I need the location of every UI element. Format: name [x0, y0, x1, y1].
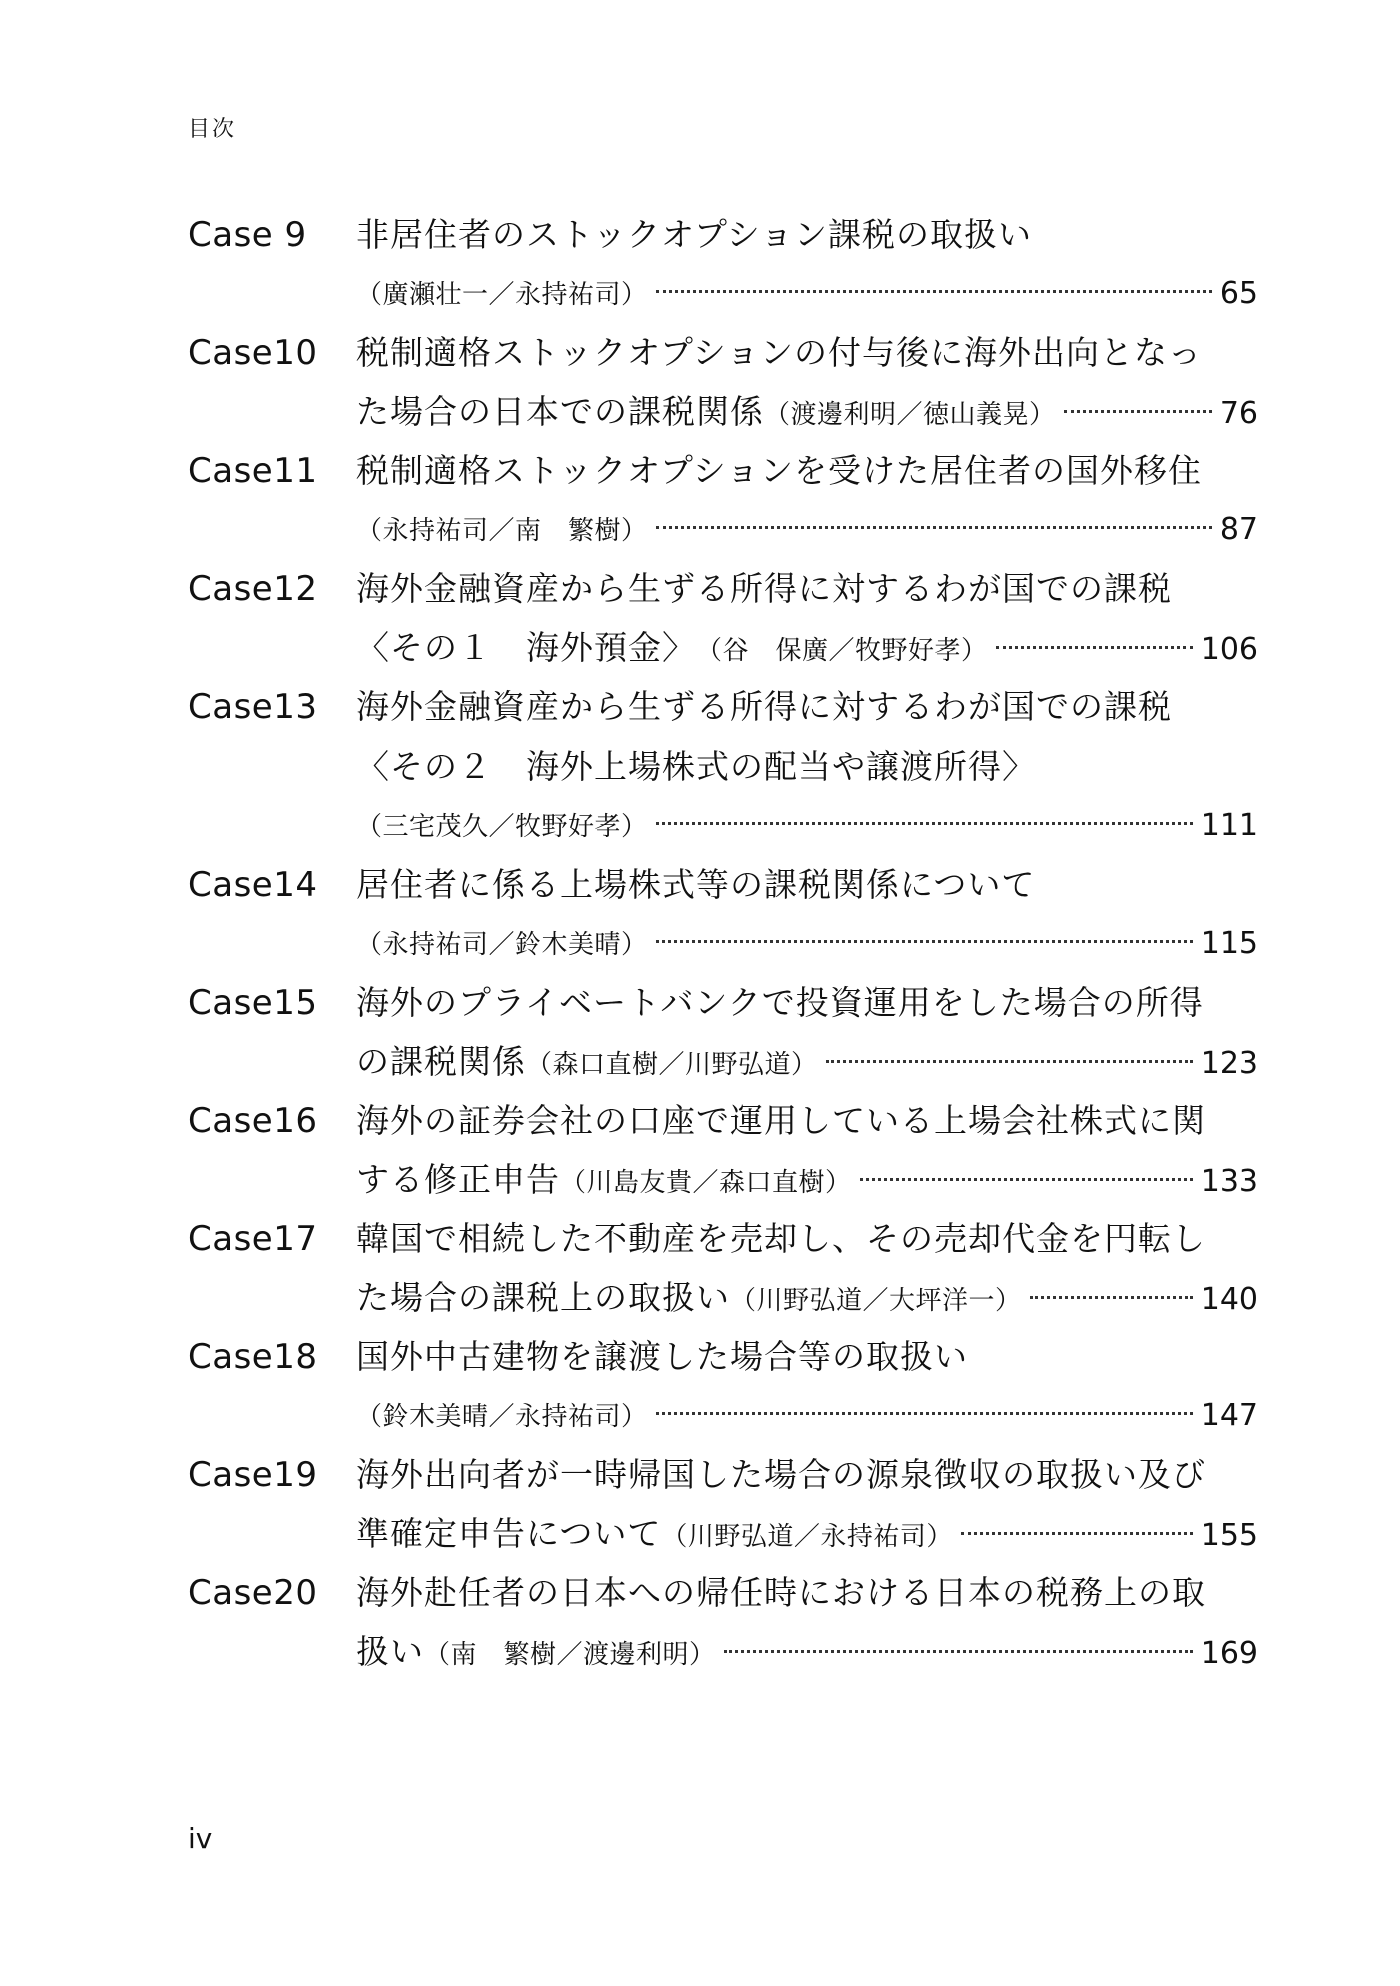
- entry-body: [356, 1209, 1258, 1327]
- case-number: Case12: [188, 569, 318, 609]
- dot-leader: [961, 1532, 1193, 1535]
- page-number: 147: [1200, 1398, 1258, 1433]
- entry-author-line: [356, 265, 1258, 323]
- entry-body: [356, 559, 1258, 677]
- dot-leader: [1030, 1296, 1193, 1299]
- toc-entry: [188, 677, 1258, 855]
- entry-authors: （川野弘道／永持祐司）: [661, 1522, 953, 1552]
- entry-author-line: [356, 1269, 1258, 1327]
- page-number: 106: [1200, 632, 1258, 667]
- page-number: 87: [1219, 512, 1258, 547]
- entry-title-continuation: 準確定申告について: [356, 1514, 662, 1553]
- entry-author-line: [356, 1151, 1258, 1209]
- table-of-contents: [188, 205, 1258, 1681]
- toc-entry: [188, 973, 1258, 1091]
- page-number: 169: [1200, 1636, 1258, 1671]
- entry-title-line: 海外出向者が一時帰国した場合の源泉徴収の取扱い及び: [356, 1455, 1206, 1494]
- toc-entry: [188, 855, 1258, 973]
- entry-body: [356, 441, 1258, 559]
- entry-body: [356, 855, 1258, 973]
- entry-title-continuation: た場合の課税上の取扱い: [356, 1278, 730, 1317]
- entry-authors: （谷 保廣／牧野好孝）: [696, 636, 988, 666]
- entry-authors: （川島友貴／森口直樹）: [560, 1168, 852, 1198]
- entry-author-line: [356, 797, 1258, 855]
- case-number: Case19: [188, 1455, 318, 1495]
- toc-entry: [188, 559, 1258, 677]
- entry-author-line: [356, 501, 1258, 559]
- entry-title-continuation: 扱い: [356, 1632, 424, 1671]
- entry-title-line: 税制適格ストックオプションの付与後に海外出向となっ: [356, 333, 1203, 372]
- entry-authors: （南 繁樹／渡邊利明）: [424, 1640, 716, 1670]
- page-number: 133: [1200, 1164, 1258, 1199]
- entry-authors: （渡邊利明／徳山義晃）: [764, 400, 1056, 430]
- case-number: Case20: [188, 1573, 318, 1613]
- toc-entry: [188, 1327, 1258, 1445]
- entry-title-line: 居住者に係る上場株式等の課税関係について: [356, 865, 1036, 904]
- entry-title-continuation: 〈その１ 海外預金〉: [356, 628, 696, 667]
- entry-body: [356, 323, 1258, 441]
- entry-author-line: [356, 1505, 1258, 1563]
- toc-entry: [188, 1445, 1258, 1563]
- page-number: 140: [1200, 1282, 1258, 1317]
- case-number: Case18: [188, 1337, 318, 1377]
- entry-title-line: 税制適格ストックオプションを受けた居住者の国外移住: [356, 451, 1203, 490]
- entry-author-line: [356, 1623, 1258, 1681]
- entry-title-line: 海外の証券会社の口座で運用している上場会社株式に関: [356, 1101, 1206, 1140]
- entry-title-line: 海外金融資産から生ずる所得に対するわが国での課税: [356, 569, 1172, 608]
- entry-authors: （鈴木美晴／永持祐司）: [356, 1402, 648, 1432]
- case-number: Case 9: [188, 215, 307, 255]
- toc-entry: [188, 1563, 1258, 1681]
- dot-leader: [860, 1178, 1193, 1181]
- dot-leader: [1064, 410, 1212, 413]
- page-number: 155: [1200, 1518, 1258, 1553]
- entry-title-continuation: する修正申告: [356, 1160, 560, 1199]
- entry-body: [356, 1563, 1258, 1681]
- page-number: 123: [1200, 1046, 1258, 1081]
- toc-entry: [188, 323, 1258, 441]
- dot-leader: [656, 1412, 1193, 1415]
- toc-entry: [188, 441, 1258, 559]
- case-number: Case15: [188, 983, 318, 1023]
- entry-authors: （森口直樹／川野弘道）: [526, 1050, 818, 1080]
- entry-title-line: 〈その２ 海外上場株式の配当や譲渡所得〉: [356, 747, 1036, 786]
- case-number: Case14: [188, 865, 318, 905]
- running-head: 目次: [188, 117, 237, 142]
- entry-title-line: 海外金融資産から生ずる所得に対するわが国での課税: [356, 687, 1172, 726]
- entry-author-line: [356, 1033, 1258, 1091]
- entry-title-line: 非居住者のストックオプション課税の取扱い: [356, 215, 1033, 254]
- entry-authors: （川野弘道／大坪洋一）: [730, 1286, 1022, 1316]
- entry-title-line: 海外のプライベートバンクで投資運用をした場合の所得: [356, 983, 1204, 1022]
- entry-title-continuation: の課税関係: [356, 1042, 526, 1081]
- case-number: Case10: [188, 333, 318, 373]
- case-number: Case11: [188, 451, 318, 491]
- entry-author-line: [356, 619, 1258, 677]
- entry-title-continuation: た場合の日本での課税関係: [356, 392, 764, 431]
- toc-entry: [188, 1091, 1258, 1209]
- entry-author-line: [356, 915, 1258, 973]
- page-folio: iv: [188, 1822, 213, 1855]
- entry-authors: （永持祐司／南 繁樹）: [356, 516, 648, 546]
- dot-leader: [656, 940, 1193, 943]
- entry-authors: （廣瀬壮一／永持祐司）: [356, 280, 648, 310]
- case-number: Case17: [188, 1219, 318, 1259]
- dot-leader: [724, 1650, 1193, 1653]
- toc-entry: [188, 205, 1258, 323]
- entry-body: [356, 1445, 1258, 1563]
- entry-body: [356, 1327, 1258, 1445]
- entry-title-line: 韓国で相続した不動産を売却し、その売却代金を円転し: [356, 1219, 1206, 1258]
- entry-title-line: 国外中古建物を譲渡した場合等の取扱い: [356, 1337, 968, 1376]
- entry-authors: （三宅茂久／牧野好孝）: [356, 812, 648, 842]
- entry-authors: （永持祐司／鈴木美晴）: [356, 930, 648, 960]
- entry-author-line: [356, 1387, 1258, 1445]
- dot-leader: [826, 1060, 1193, 1063]
- entry-body: [356, 677, 1258, 855]
- dot-leader: [656, 526, 1212, 529]
- dot-leader: [656, 290, 1212, 293]
- entry-body: [356, 1091, 1258, 1209]
- case-number: Case13: [188, 687, 318, 727]
- page-number: 65: [1219, 276, 1258, 311]
- page-number: 115: [1200, 926, 1258, 961]
- dot-leader: [656, 822, 1193, 825]
- entry-author-line: [356, 383, 1258, 441]
- entry-body: [356, 973, 1258, 1091]
- toc-entry: [188, 1209, 1258, 1327]
- entry-body: [356, 205, 1258, 323]
- page-number: 111: [1200, 808, 1258, 843]
- page-number: 76: [1219, 396, 1258, 431]
- dot-leader: [996, 646, 1193, 649]
- entry-title-line: 海外赴任者の日本への帰任時における日本の税務上の取: [356, 1573, 1206, 1612]
- case-number: Case16: [188, 1101, 318, 1141]
